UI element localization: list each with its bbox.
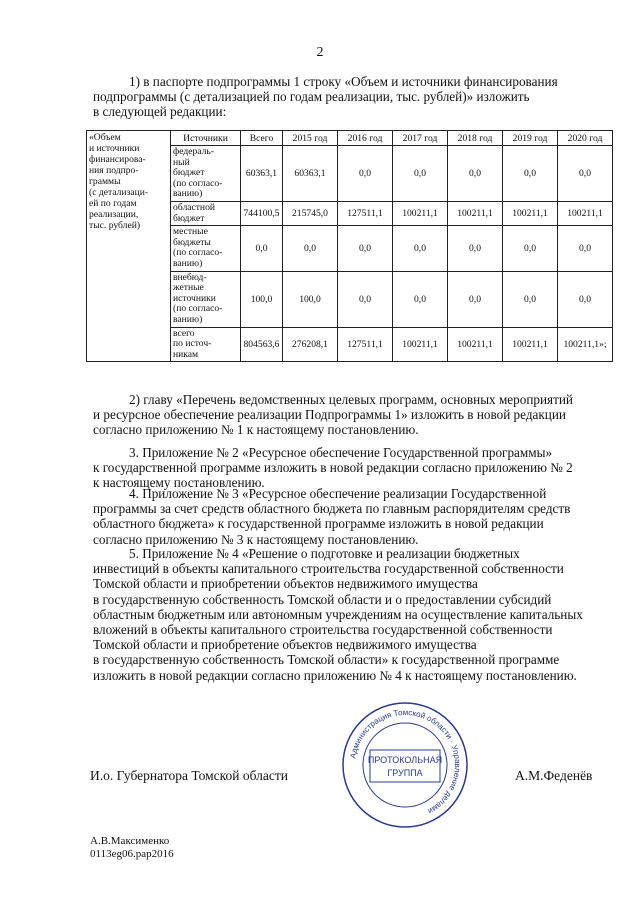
- value-cell: 744100,5: [241, 201, 283, 225]
- p2-line: 2) главу «Перечень ведомственных целевых программ, основных мероприятий: [129, 392, 573, 407]
- value-cell: 0,0: [558, 226, 613, 271]
- funding-row-label: «Объем и источники финансирова- ния подпро- граммы (с детализаци- ей по годам реализации, тыс. рублей): [87, 131, 171, 362]
- header-2018: 2018 год: [448, 131, 503, 146]
- stamp-seal: [340, 700, 470, 830]
- value-cell: 0,0: [338, 226, 393, 271]
- p5-line: изложить в новой редакции согласно приложению № 4 к настоящему постановлению.: [93, 667, 577, 683]
- value-cell: 0,0: [448, 146, 503, 202]
- value-cell: 100211,1: [393, 201, 448, 225]
- signatory-title: И.о. Губернатора Томской области: [90, 768, 288, 783]
- header-2015: 2015 год: [283, 131, 338, 146]
- value-cell: 0,0: [338, 146, 393, 202]
- value-cell: 0,0: [393, 146, 448, 202]
- stamp-center-line-1: ПРОТОКОЛЬНАЯ: [367, 755, 443, 765]
- p5-line: Томской области и приобретение объектов недвижимого имущества: [93, 637, 477, 653]
- header-sources: Источники: [171, 131, 241, 146]
- value-cell: 0,0: [503, 226, 558, 271]
- value-cell: 0,0: [503, 146, 558, 202]
- source-local: местные бюджеты (по согласо- ванию): [171, 226, 241, 271]
- footer: [90, 835, 174, 861]
- p5-line: областным бюджетным или автономным учреждениям на осуществление капитальных: [93, 606, 583, 622]
- stamp-center-line-2: ГРУППА: [387, 768, 423, 778]
- intro-line-3: в следующей редакции:: [93, 104, 227, 120]
- header-2017: 2017 год: [393, 131, 448, 146]
- value-cell: 100211,1»;: [558, 327, 613, 362]
- p2-line: согласно приложению № 1 к настоящему постановлению.: [93, 422, 419, 438]
- value-cell: 100211,1: [503, 327, 558, 362]
- value-cell: 127511,1: [338, 201, 393, 225]
- header-2016: 2016 год: [338, 131, 393, 146]
- value-cell: 0,0: [448, 271, 503, 327]
- value-cell: 0,0: [393, 271, 448, 327]
- value-cell: 100211,1: [558, 201, 613, 225]
- p3-line: к государственной программе изложить в новой редакции согласно приложению № 2: [93, 460, 573, 476]
- p4-line: согласно приложению № 3 к настоящему постановлению.: [93, 531, 419, 547]
- p5-line: Томской области и приобретении объектов недвижимого имущества: [93, 576, 478, 592]
- value-cell: 60363,1: [283, 146, 338, 202]
- header-total: Всего: [241, 131, 283, 146]
- value-cell: 0,0: [241, 226, 283, 271]
- paragraph-4: [93, 486, 598, 547]
- p5-line: 5. Приложение № 4 «Решение о подготовке и реализации бюджетных: [129, 546, 520, 561]
- value-cell: 100211,1: [448, 327, 503, 362]
- value-cell: 215745,0: [283, 201, 338, 225]
- value-cell: 0,0: [393, 226, 448, 271]
- value-cell: 0,0: [503, 271, 558, 327]
- p4-line: 4. Приложение № 3 «Ресурсное обеспечение реализации Государственной: [129, 486, 547, 501]
- p5-line: инвестиций в объекты капитального строительства государственной собственности: [93, 561, 564, 577]
- header-2020: 2020 год: [558, 131, 613, 146]
- p5-line: в государственную собственность Томской области» к государственной программе: [93, 652, 560, 668]
- value-cell: 127511,1: [338, 327, 393, 362]
- value-cell: 60363,1: [241, 146, 283, 202]
- funding-table: [86, 130, 613, 362]
- value-cell: 0,0: [558, 271, 613, 327]
- paragraph-5: [93, 546, 598, 683]
- value-cell: 100211,1: [448, 201, 503, 225]
- paragraph-2: [93, 392, 598, 438]
- value-cell: 0,0: [283, 226, 338, 271]
- value-cell: 100211,1: [503, 201, 558, 225]
- p5-line: в государственную собственность Томской области и о предоставлении субсидий: [93, 591, 552, 607]
- value-cell: 0,0: [558, 146, 613, 202]
- source-total: всего по источ- никам: [171, 327, 241, 362]
- header-2019: 2019 год: [503, 131, 558, 146]
- value-cell: 100211,1: [393, 327, 448, 362]
- signatory-name: А.М.Феденёв: [515, 768, 593, 783]
- p2-line: и ресурсное обеспечение реализации Подпрограммы 1» изложить в новой редакции: [93, 407, 566, 423]
- value-cell: 0,0: [448, 226, 503, 271]
- p3-line: 3. Приложение № 2 «Ресурсное обеспечение Государственной программы»: [129, 445, 553, 460]
- footer-file: 0113eg06.pap2016: [90, 848, 174, 860]
- footer-author: А.В.Максименко: [90, 835, 170, 847]
- source-extrabudget: внебюд- жетные источники (по согласо- ванию): [171, 271, 241, 327]
- p4-line: областного бюджета» к государственной программе изложить в новой редакции: [93, 516, 544, 532]
- p3-line: к настоящему постановлению.: [93, 475, 265, 491]
- p5-line: вложений в объекты капитального строительства государственной собственности: [93, 622, 553, 638]
- source-regional: областной бюджет: [171, 201, 241, 225]
- intro-line-2: подпрограммы (с детализацией по годам реализации, тыс. рублей)» изложить: [93, 89, 530, 105]
- value-cell: 276208,1: [283, 327, 338, 362]
- value-cell: 0,0: [338, 271, 393, 327]
- intro-paragraph: [93, 74, 598, 120]
- intro-line-1: 1) в паспорте подпрограммы 1 строку «Объем и источники финансирования: [129, 74, 558, 89]
- value-cell: 100,0: [241, 271, 283, 327]
- source-federal: федераль- ный бюджет (по согласо- ванию): [171, 146, 241, 202]
- value-cell: 804563,6: [241, 327, 283, 362]
- paragraph-3: [93, 445, 598, 491]
- page-number: 2: [316, 45, 324, 60]
- stamp-ring-text: Администрация Томской области · Управление делами: [348, 707, 463, 816]
- p4-line: программы за счет средств областного бюджета по главным распорядителям средств: [93, 501, 571, 517]
- value-cell: 100,0: [283, 271, 338, 327]
